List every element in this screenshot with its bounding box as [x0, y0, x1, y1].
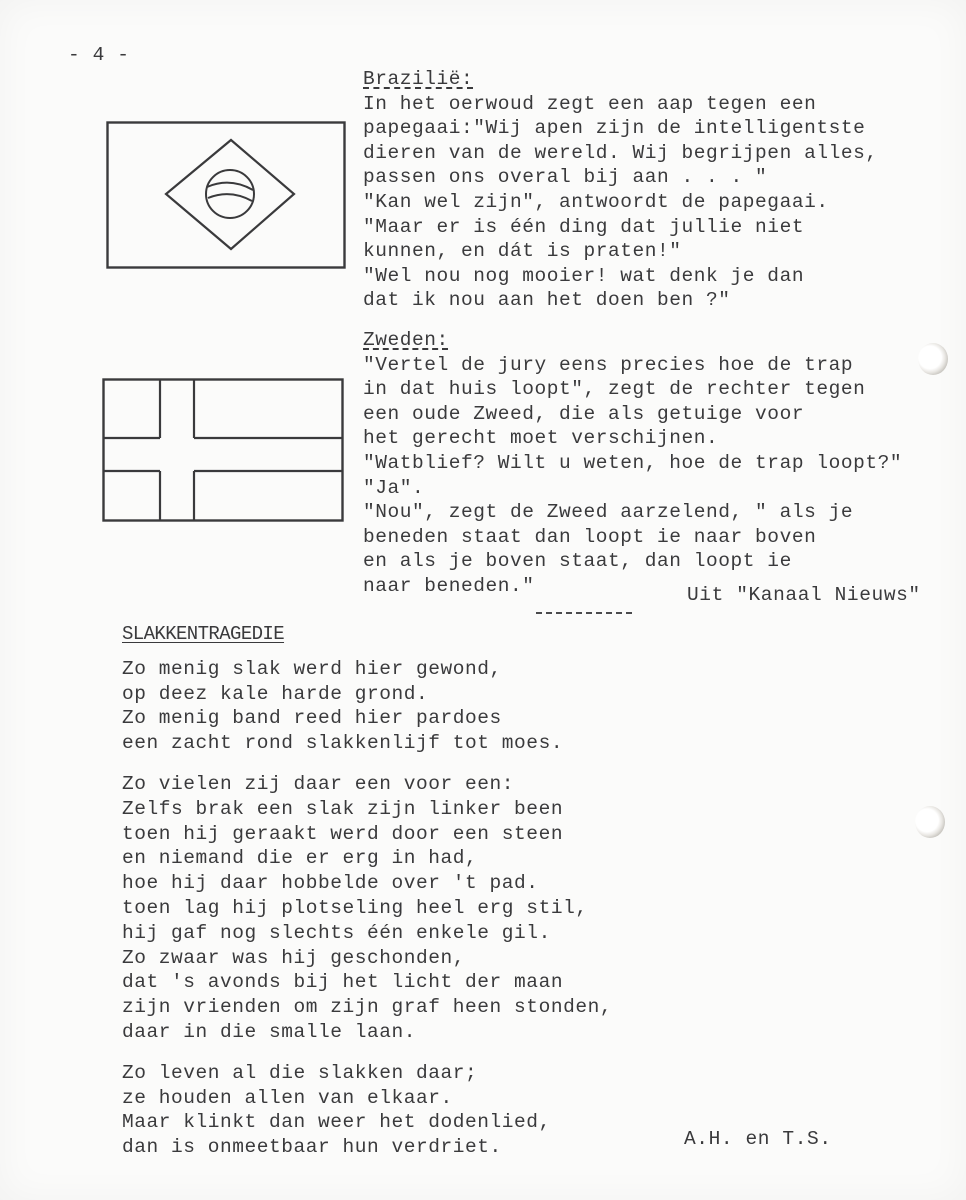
- sweden-text-line: beneden staat dan loopt ie naar boven: [363, 525, 817, 548]
- sweden-text-line: "Ja".: [363, 476, 425, 499]
- poem-section: [122, 622, 612, 1160]
- brazil-text-line: passen ons overal bij aan . . . ": [363, 166, 768, 189]
- poem-line: een zacht rond slakkenlijf tot moes.: [122, 732, 564, 755]
- poem-line: Zelfs brak een slak zijn linker been: [122, 797, 564, 820]
- poem-stanza: [122, 1061, 612, 1160]
- brazil-text-line: "Maar er is één ding dat jullie niet: [363, 215, 805, 238]
- poem-line: zijn vrienden om zijn graf heen stonden,: [122, 996, 613, 1019]
- sweden-text-line: naar beneden.": [363, 574, 535, 597]
- poem-body: [122, 657, 612, 1160]
- sweden-text-line: en als je boven staat, dan loopt ie: [363, 550, 792, 573]
- sweden-flag-drawing: [102, 378, 344, 522]
- section-divider: [536, 612, 632, 614]
- sweden-flag-icon: [102, 378, 344, 522]
- brazil-section: [363, 67, 878, 313]
- poem-authors: A.H. en T.S.: [684, 1128, 832, 1150]
- brazil-text-line: papegaai:"Wij apen zijn de intelligentste: [363, 117, 866, 140]
- brazil-text-line: "Wel nou nog mooier! wat denk je dan: [363, 264, 805, 287]
- source-credit: Uit "Kanaal Nieuws": [687, 584, 921, 606]
- sweden-joke-text: [363, 353, 902, 599]
- poem-line: hij gaf nog slechts één enkele gil.: [122, 921, 551, 944]
- poem-stanza: [122, 772, 612, 1045]
- poem-line: toen hij geraakt werd door een steen: [122, 822, 564, 845]
- sweden-text-line: "Nou", zegt de Zweed aarzelend, " als je: [363, 501, 854, 524]
- brazil-text-line: "Kan wel zijn", antwoordt de papegaai.: [363, 190, 829, 213]
- brazil-text-line: In het oerwoud zegt een aap tegen een: [363, 92, 817, 115]
- poem-line: Zo vielen zij daar een voor een:: [122, 772, 515, 795]
- brazil-joke-text: [363, 92, 878, 313]
- poem-line: Zo zwaar was hij geschonden,: [122, 946, 466, 969]
- poem-line: ze houden allen van elkaar.: [122, 1086, 453, 1109]
- brazil-text-line: kunnen, en dát is praten!": [363, 240, 682, 263]
- sweden-text-line: "Vertel de jury eens precies hoe de trap: [363, 353, 854, 376]
- page-number: - 4 -: [68, 44, 130, 66]
- poem-line: Zo menig slak werd hier gewond,: [122, 657, 502, 680]
- poem-line: Zo leven al die slakken daar;: [122, 1061, 478, 1084]
- brazil-flag-drawing: [106, 121, 346, 269]
- poem-line: dan is onmeetbaar hun verdriet.: [122, 1136, 502, 1159]
- poem-title: SLAKKENTRAGEDIE: [122, 623, 285, 645]
- poem-line: hoe hij daar hobbelde over 't pad.: [122, 872, 539, 895]
- brazil-flag-icon: [106, 121, 346, 269]
- poem-line: toen lag hij plotseling heel erg stil,: [122, 896, 588, 919]
- poem-line: Maar klinkt dan weer het dodenlied,: [122, 1111, 551, 1134]
- sweden-section: [363, 328, 902, 599]
- punch-hole-bottom: [915, 806, 945, 838]
- poem-line: Zo menig band reed hier pardoes: [122, 707, 502, 730]
- poem-line: dat 's avonds bij het licht der maan: [122, 971, 564, 994]
- sweden-heading: Zweden:: [363, 329, 449, 351]
- brazil-text-line: dieren van de wereld. Wij begrijpen alles,: [363, 141, 878, 164]
- sweden-text-line: een oude Zweed, die als getuige voor: [363, 402, 805, 425]
- brazil-text-line: dat ik nou aan het doen ben ?": [363, 289, 731, 312]
- poem-stanza: [122, 657, 612, 756]
- brazil-heading: Braziliё:: [363, 68, 474, 90]
- poem-line: op deez kale harde grond.: [122, 682, 429, 705]
- sweden-text-line: het gerecht moet verschijnen.: [363, 427, 719, 450]
- sweden-text-line: in dat huis loopt", zegt de rechter tegen: [363, 378, 866, 401]
- sweden-text-line: "Watblief? Wilt u weten, hoe de trap loopt?": [363, 451, 903, 474]
- poem-line: en niemand die er erg in had,: [122, 847, 478, 870]
- poem-line: daar in die smalle laan.: [122, 1020, 417, 1043]
- punch-hole-top: [918, 343, 948, 375]
